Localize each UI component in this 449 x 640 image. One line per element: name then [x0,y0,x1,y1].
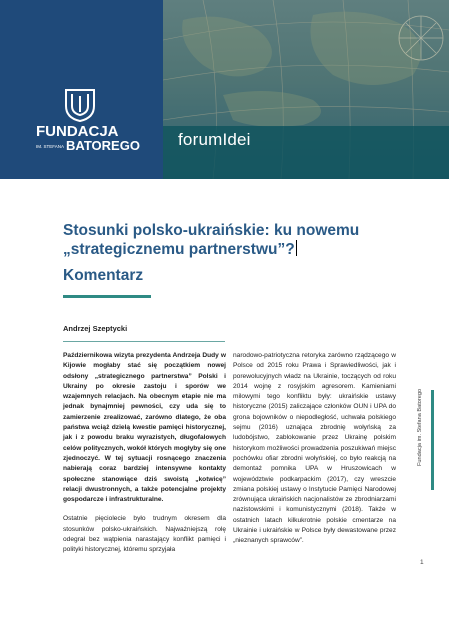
side-accent-bar [431,390,434,490]
text-cursor [296,240,297,256]
text-column-right [233,351,396,547]
foundation-name: FUNDACJA [36,123,119,140]
foundation-name-batorego: BATOREGO [66,138,140,153]
series-label: forumIdei [178,130,251,149]
document-subtitle: Komentarz [63,267,144,284]
document-title-text: Stosunki polsko-ukraińskie: ku nowemu „strategicznemu partnerstwu”? [63,222,360,258]
page-number: 1 [420,559,424,566]
foundation-name-line2 [36,139,140,153]
body-paragraph: Ostatnie pięciolecie było trudnym okresem dla stosunków polsko-ukraińskich. Najważniejszą rolę odegrał bez wątpienia narastający konflikt pamięci i polityki historycznej, któremu sprzyjała [63,515,226,554]
author-divider [63,341,225,342]
foundation-logo-icon [60,86,100,124]
text-column-left [63,351,226,556]
header-banner [0,0,449,179]
lead-paragraph: Październikowa wizyta prezydenta Andrzeja Dudy w Kijowie mogłaby stać się początkiem nowej odsłony „strategicznego partnerstwa” Polski i Ukrainy po okresie zastoju i sporów we wzajemnych relacjach. Na obecnym etapie nie ma jednak bynajmniej pewności, czy uda się to zamierzenie zrealizować, zarówno dlatego, że oba państwa wciąż dzielą kwestie pamięci historycznej, jak i z powodu braku wyrazistych, długofalowych celów politycznych, wokół których mogłyby się one zjednoczyć. W tej sytuacji rosnącego znaczenia nabierają coraz bardziej intensywne kontakty społeczne stanowiące dziś swoistą „kotwicę” relacji dwustronnych, a także potencjalne projekty gospodarcze i infrastrukturalne. [63,352,226,504]
document-title [63,221,363,259]
author-name: Andrzej Szeptycki [63,324,128,333]
body-paragraph-continued: narodowo-patriotyczna retoryka zarówno rządzącego w Polsce od 2015 roku Prawa i Sprawiedliwości, jak i porewolucyjnych władz na Ukrainie, toczących od roku 2014 wojnę z rosyjskim agresorem. Kamieniami milowymi tego konfliktu były: ukraińskie ustawy historyczne (2015) zaliczające członków OUN i UPA do grona bojowników o niepodległość, uchwała polskiego sejmu (2016) uznająca zbrodnię wołyńską za ludobójstwo, zablokowanie przez Ukrainę polskim historykom możliwości prowadzenia poszukiwań miejsc pochówku ofiar zbrodni wołyńskiej, co było reakcją na demontaż pomnika UPA w Hruszowicach w województwie podkarpackim (2017), czy wreszcie zmiana polskiej ustawy o Instytucie Pamięci Narodowej zrównująca ukraińskich nacjonalistów ze zbrodniarzami nazistowskimi i komunistycznymi (2018). Także w ostatnich latach kilkukrotnie polskie cmentarze na Ukrainie i ukraińskie w Polsce były dewastowane przez „nieznanych sprawców”. [233,352,396,545]
foundation-name-small: IM. STEFANA [36,144,65,150]
subtitle-underline [63,295,151,298]
side-running-label: Fundacja im. Stefana Batorego [417,388,423,466]
